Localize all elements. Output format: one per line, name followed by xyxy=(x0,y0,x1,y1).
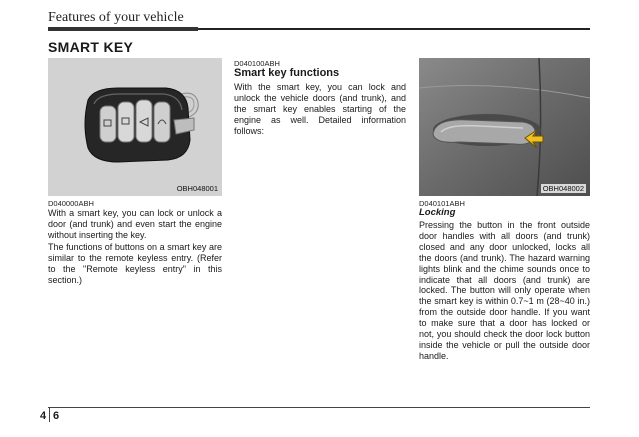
footer-rule xyxy=(48,407,590,408)
smart-key-figure xyxy=(48,58,222,196)
header-tab-bar xyxy=(48,27,198,31)
page-number: 6 xyxy=(53,410,60,422)
page-header-title: Features of your vehicle xyxy=(48,10,184,25)
right-heading: Locking xyxy=(419,207,456,218)
left-section-code: D040000ABH xyxy=(48,199,94,208)
smart-key-fob-icon xyxy=(48,58,222,196)
figure-label-right: OBH048002 xyxy=(542,184,584,193)
right-paragraph: Pressing the button in the front outside door handles with all doors (and trunk) closed and any door unlocked, locks all the doors (and trunk). The hazard warning lights blink and the chime sounds once to indicate that all doors (and trunk) are locked. The button will only operate when the smart key is within 0.7~1 m (28~40 in.) from the outside door handle. If you want to make sure that a door has locked or not, you should check the door lock button inside the vehicle or pull the outside door handle. xyxy=(419,220,590,361)
middle-section-code: D040100ABH xyxy=(234,59,280,68)
left-paragraph-1: With a smart key, you can lock or unlock a door (and trunk) and even start the engine without inserting the key. xyxy=(48,208,222,240)
chapter-number: 4 xyxy=(40,410,47,422)
door-handle-icon xyxy=(419,58,590,196)
page-number-separator xyxy=(49,408,50,422)
right-section-code: D040101ABH xyxy=(419,199,465,208)
left-paragraph-2: The functions of buttons on a smart key are similar to the remote keyless entry. (Refer to the "Remote keyless entry" in this section.) xyxy=(48,242,222,285)
door-handle-figure xyxy=(419,58,590,196)
middle-heading: Smart key functions xyxy=(234,67,340,79)
middle-paragraph: With the smart key, you can lock and unlock the vehicle doors (and trunk), and the smart key enables starting of the engine as well. Detailed information follows: xyxy=(234,82,406,136)
figure-label-left: OBH048001 xyxy=(176,184,218,193)
section-title: SMART KEY xyxy=(48,39,134,55)
